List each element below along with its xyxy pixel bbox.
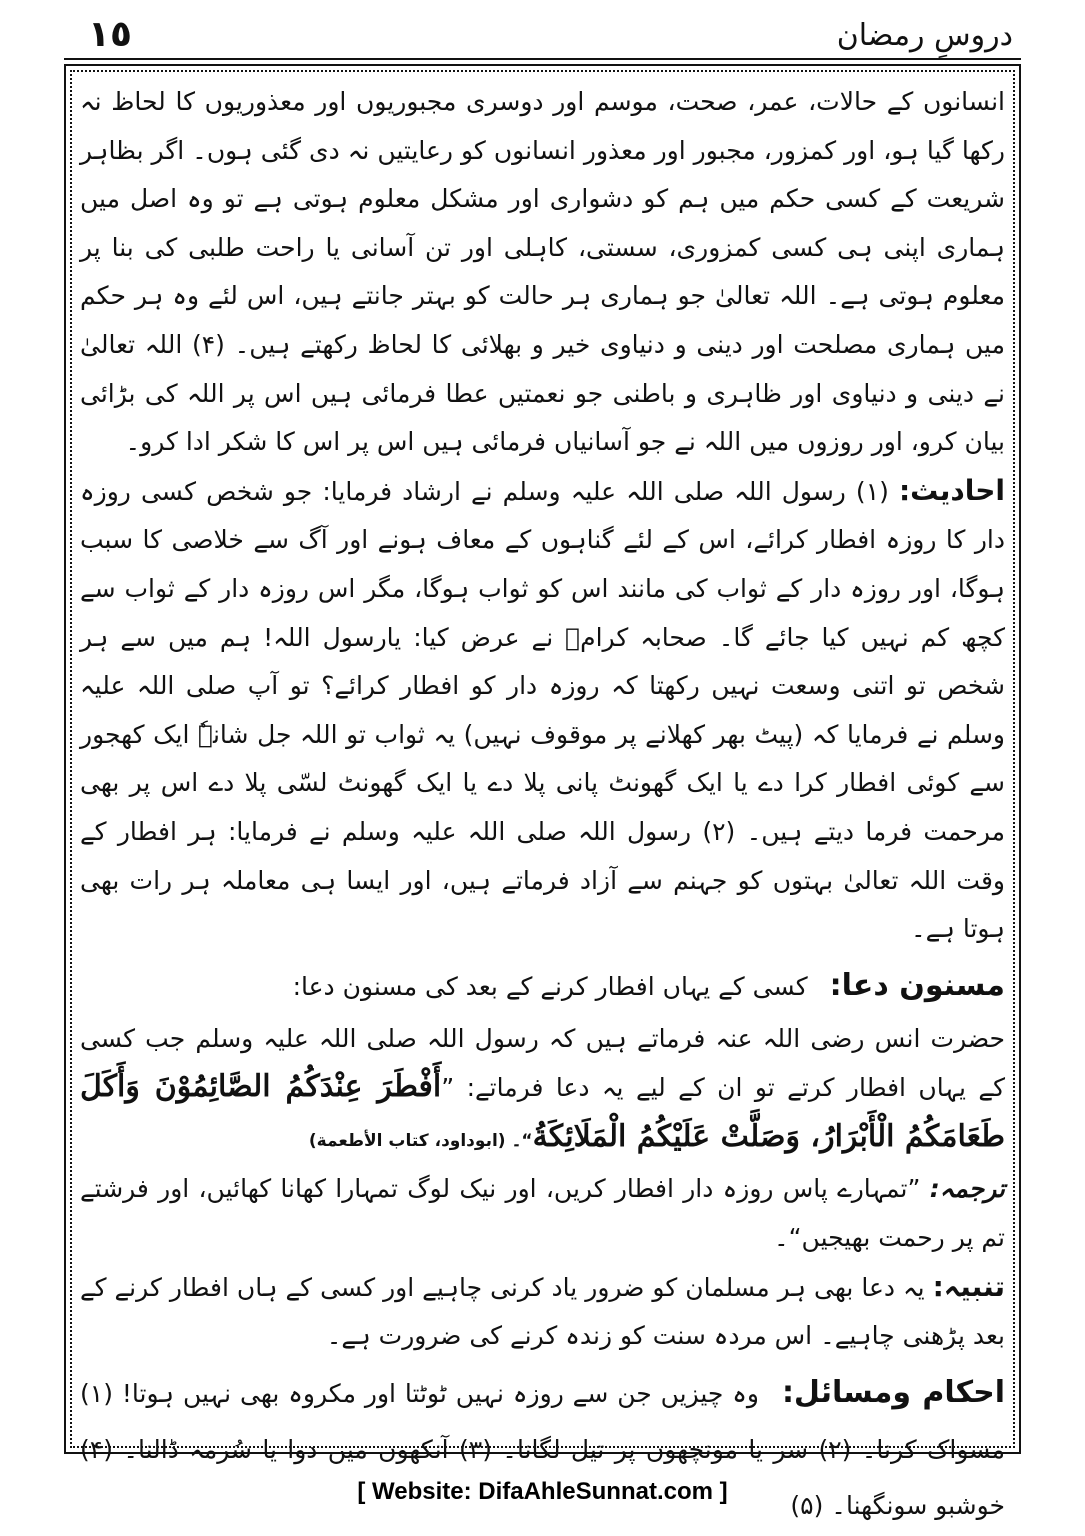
dua-arabic: أَفْطَرَ عِنْدَكُمُ الصَّائِمُوْنَ وَأَكَلَ طَعَامَكُمُ الْأَبْرَارُ، وَصَلَّتْ عَلَيْكُمُ الْمَلَائِكَةُ bbox=[80, 1069, 1005, 1154]
paragraph-tanbih bbox=[80, 1263, 1005, 1361]
dua-intro: حضرت انس رضی اللہ عنہ فرماتے ہیں کہ رسول اللہ صلی اللہ علیہ وسلم جب کسی کے یہاں افطار کرتے تو ان کے لیے یہ دعا فرماتے: ” bbox=[80, 1023, 1005, 1103]
ahadith-label: احادیث: bbox=[898, 473, 1005, 507]
paragraph-tarjama bbox=[80, 1165, 1005, 1262]
paragraph-conditions: انسانوں کے حالات، عمر، صحت، موسم اور دوسری مجبوریوں اور معذوریوں کا لحاظ نہ رکھا گیا ہو، اور کمزور، مجبور اور معذور انسانوں کو رعایتیں نہ دی گئی ہوں۔ اگر بظاہر شریعت کے کسی حکم میں ہم کو دشواری اور مشکل معلوم ہوتی ہے تو وہ اصل میں ہماری اپنی ہی کسی کمزوری، سستی، کاہلی اور تن آسانی یا راحت طلبی کی بنا پر معلوم ہوتی ہے۔ اللہ تعالیٰ جو ہماری ہر حالت کو بہتر جانتے ہیں، اس لئے وہ ہر حکم میں ہماری مصلحت اور دینی و دنیاوی خیر و بھلائی کا لحاظ رکھتے ہیں۔ (۴) اللہ تعالیٰ نے دینی و دنیاوی اور ظاہری و باطنی جو نعمتیں عطا فرمائی ہیں اس پر اللہ کی بڑائی بیان کرو، اور روزوں میں اللہ نے جو آسانیاں فرمائی ہیں اس پر اس کا شکر ادا کرو۔ bbox=[80, 87, 1005, 457]
ahkam-heading-line bbox=[80, 1365, 1005, 1534]
ahkam-text: وہ چیزیں جن سے روزہ نہیں ٹوٹتا اور مکروہ بھی نہیں ہوتا! (۱) مسواک کرنا۔ (۲) سر یا مونچھوں پر تیل لگانا۔ (۳) آنکھوں میں دوا یا سُرمہ ڈالنا۔ (۴) خوشبو سونگھنا۔ (۵) bbox=[80, 1378, 1005, 1520]
book-title: دروسِ رمضان bbox=[836, 18, 1013, 53]
page-number: ١٥ bbox=[88, 14, 132, 55]
masnoon-dua-heading-line bbox=[80, 958, 1005, 1015]
paragraph-dua bbox=[80, 1015, 1005, 1166]
tarjama-text: ”تمہارے پاس روزہ دار افطار کریں، اور نیک لوگ تمہارا کھانا کھائیں، اور فرشتے تم پر رحمت بھیجیں“۔ bbox=[80, 1174, 1005, 1253]
ahadith-text: (۱) رسول اللہ صلی اللہ علیہ وسلم نے ارشاد فرمایا: جو شخص کسی روزہ دار کا روزہ افطار کرائے، اس کے لئے گناہوں کے معاف ہونے اور آگ سے خلاصی کا سبب ہوگا، اور روزہ دار کے ثواب کی مانند اس کو ثواب ہوگا، مگر اس روزہ دار کے ثواب سے کچھ کم نہیں کیا جائے گا۔ صحابہ کرامؓ نے عرض کیا: یارسول اللہ! ہم میں سے ہر شخص تو اتنی وسعت نہیں رکھتا کہ روزہ دار کو افطار کرائے؟ تو آپ صلی اللہ علیہ وسلم نے فرمایا کہ (پیٹ بھر کھلانے پر موقوف نہیں) یہ ثواب تو اللہ جل شانہٗ ایک کھجور سے کوئی افطار کرا دے یا ایک گھونٹ پانی پلا دے یا ایک گھونٹ لسّی پلا دے اس پر بھی مرحمت فرما دیتے ہیں۔ (۲) رسول اللہ صلی اللہ علیہ وسلم نے فرمایا: ہر افطار کے وقت اللہ تعالیٰ بہتوں کو جہنم سے آزاد فرماتے ہیں، اور ایسا ہی معاملہ ہر رات بھی ہوتا ہے۔ bbox=[80, 476, 1005, 944]
ahkam-heading: احکام ومسائل: bbox=[781, 1374, 1006, 1410]
dua-reference: “۔ (ابوداود، کتاب الأطعمة) bbox=[308, 1130, 533, 1151]
paragraph-ahadith bbox=[80, 467, 1005, 954]
tarjama-label: ترجمہ: bbox=[929, 1174, 1005, 1204]
masnoon-dua-heading: مسنون دعا: bbox=[829, 967, 1005, 1003]
header-divider bbox=[64, 58, 1021, 60]
masnoon-dua-subtitle: کسی کے یہاں افطار کرنے کے بعد کی مسنون دعا: bbox=[292, 971, 808, 1001]
tanbih-text: یہ دعا بھی ہر مسلمان کو ضرور یاد کرنی چاہیے اور کسی کے ہاں افطار کرنے کے بعد پڑھنی چاہیے۔ اس مردہ سنت کو زندہ کرنے کی ضرورت ہے۔ bbox=[80, 1272, 1005, 1351]
website-footer: [ Website: DifaAhleSunnat.com ] bbox=[357, 1478, 728, 1505]
tanbih-label: تنبیہ: bbox=[932, 1269, 1006, 1303]
